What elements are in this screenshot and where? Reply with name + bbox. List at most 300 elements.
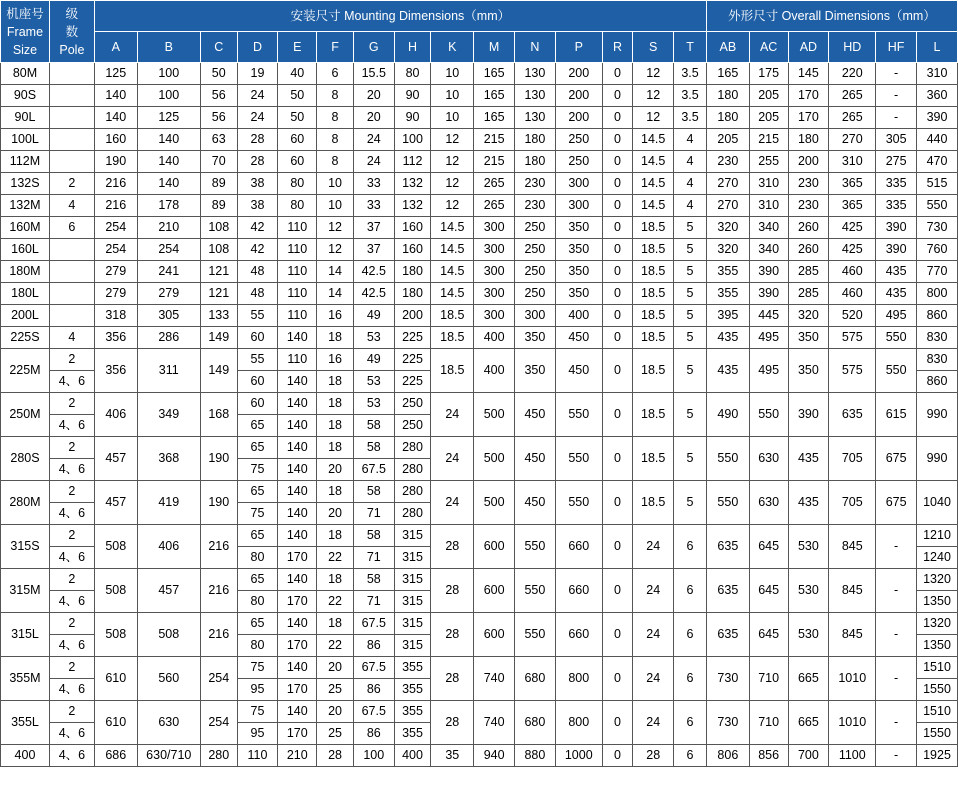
cell-g: 20	[353, 107, 394, 129]
frame-size-cell: 250M	[1, 393, 50, 437]
cell-hd: 365	[829, 173, 876, 195]
cell-e: 140	[278, 701, 317, 723]
cell-ad: 530	[788, 525, 829, 569]
pole-cell: 2	[49, 569, 94, 591]
cell-b: 508	[137, 613, 200, 657]
cell-ab: 635	[706, 525, 749, 569]
cell-ad: 700	[788, 745, 829, 767]
cell-h: 250	[394, 393, 431, 415]
cell-f: 12	[317, 217, 354, 239]
pole-cell	[49, 283, 94, 305]
cell-ac: 175	[749, 63, 788, 85]
cell-s: 18.5	[633, 393, 674, 437]
cell-d: 80	[237, 591, 278, 613]
cell-ab: 435	[706, 349, 749, 393]
cell-a: 140	[94, 85, 137, 107]
cell-g: 58	[353, 525, 394, 547]
cell-p: 660	[555, 569, 602, 613]
cell-r: 0	[602, 173, 633, 195]
cell-m: 500	[474, 437, 515, 481]
cell-m: 265	[474, 173, 515, 195]
cell-m: 165	[474, 85, 515, 107]
frame-size-cell: 355M	[1, 657, 50, 701]
pole-cell	[49, 151, 94, 173]
cell-l: 1925	[917, 745, 958, 767]
cell-f: 16	[317, 349, 354, 371]
pole-cell: 2	[49, 525, 94, 547]
cell-c: 216	[200, 613, 237, 657]
cell-d: 38	[237, 173, 278, 195]
table-row	[1, 481, 958, 503]
cell-ad: 285	[788, 283, 829, 305]
cell-ab: 320	[706, 239, 749, 261]
pole-cell: 2	[49, 393, 94, 415]
cell-l: 515	[917, 173, 958, 195]
cell-a: 610	[94, 657, 137, 701]
cell-hd: 575	[829, 349, 876, 393]
pole-cell	[49, 239, 94, 261]
cell-n: 130	[515, 107, 556, 129]
cell-ad: 230	[788, 195, 829, 217]
cell-hf: 675	[876, 437, 917, 481]
cell-f: 6	[317, 63, 354, 85]
cell-ad: 665	[788, 701, 829, 745]
cell-e: 140	[278, 415, 317, 437]
cell-hf: -	[876, 569, 917, 613]
cell-l: 390	[917, 107, 958, 129]
cell-g: 53	[353, 371, 394, 393]
cell-ad: 170	[788, 107, 829, 129]
frame-size-cell: 355L	[1, 701, 50, 745]
cell-t: 6	[674, 569, 707, 613]
cell-d: 65	[237, 569, 278, 591]
cell-l: 1320	[917, 569, 958, 591]
cell-d: 110	[237, 745, 278, 767]
cell-f: 18	[317, 437, 354, 459]
cell-hf: -	[876, 85, 917, 107]
cell-s: 14.5	[633, 195, 674, 217]
cell-l: 310	[917, 63, 958, 85]
frame-size-cell: 315M	[1, 569, 50, 613]
cell-f: 10	[317, 195, 354, 217]
cell-b: 286	[137, 327, 200, 349]
cell-hd: 845	[829, 613, 876, 657]
cell-g: 58	[353, 481, 394, 503]
cell-n: 450	[515, 481, 556, 525]
cell-r: 0	[602, 195, 633, 217]
cell-h: 280	[394, 503, 431, 525]
cell-d: 24	[237, 107, 278, 129]
cell-hf: 335	[876, 195, 917, 217]
cell-h: 112	[394, 151, 431, 173]
cell-c: 133	[200, 305, 237, 327]
cell-hf: 335	[876, 173, 917, 195]
frame-size-cell: 400	[1, 745, 50, 767]
cell-s: 18.5	[633, 327, 674, 349]
cell-h: 400	[394, 745, 431, 767]
cell-p: 660	[555, 525, 602, 569]
frame-size-cell: 90L	[1, 107, 50, 129]
cell-hf: 435	[876, 261, 917, 283]
cell-r: 0	[602, 745, 633, 767]
cell-m: 165	[474, 63, 515, 85]
cell-f: 18	[317, 525, 354, 547]
cell-hd: 520	[829, 305, 876, 327]
cell-f: 18	[317, 415, 354, 437]
cell-k: 28	[431, 613, 474, 657]
cell-l: 770	[917, 261, 958, 283]
cell-n: 250	[515, 261, 556, 283]
pole-cell: 4、6	[49, 415, 94, 437]
cell-f: 14	[317, 261, 354, 283]
cell-l: 360	[917, 85, 958, 107]
cell-hd: 845	[829, 525, 876, 569]
cell-b: 140	[137, 173, 200, 195]
cell-g: 24	[353, 129, 394, 151]
pole-cell: 4、6	[49, 679, 94, 701]
frame-size-cell: 80M	[1, 63, 50, 85]
cell-t: 5	[674, 283, 707, 305]
cell-ad: 530	[788, 613, 829, 657]
cell-p: 300	[555, 173, 602, 195]
cell-t: 5	[674, 261, 707, 283]
cell-d: 28	[237, 151, 278, 173]
table-row	[1, 63, 958, 85]
cell-b: 140	[137, 151, 200, 173]
cell-p: 800	[555, 657, 602, 701]
table-row	[1, 129, 958, 151]
column-header-m: M	[474, 32, 515, 63]
cell-m: 500	[474, 393, 515, 437]
cell-g: 86	[353, 635, 394, 657]
cell-d: 65	[237, 415, 278, 437]
cell-r: 0	[602, 437, 633, 481]
cell-k: 18.5	[431, 327, 474, 349]
cell-d: 42	[237, 217, 278, 239]
table-row	[1, 217, 958, 239]
cell-f: 8	[317, 107, 354, 129]
cell-hf: -	[876, 63, 917, 85]
cell-l: 730	[917, 217, 958, 239]
cell-k: 12	[431, 195, 474, 217]
cell-ac: 495	[749, 327, 788, 349]
cell-d: 55	[237, 349, 278, 371]
cell-p: 400	[555, 305, 602, 327]
cell-s: 24	[633, 701, 674, 745]
cell-c: 56	[200, 107, 237, 129]
cell-p: 250	[555, 129, 602, 151]
cell-c: 89	[200, 195, 237, 217]
cell-t: 5	[674, 217, 707, 239]
cell-ac: 630	[749, 481, 788, 525]
pole-cell	[49, 261, 94, 283]
cell-d: 95	[237, 679, 278, 701]
cell-d: 19	[237, 63, 278, 85]
cell-e: 50	[278, 85, 317, 107]
cell-l: 1320	[917, 613, 958, 635]
cell-b: 419	[137, 481, 200, 525]
cell-ac: 495	[749, 349, 788, 393]
cell-n: 230	[515, 195, 556, 217]
cell-d: 80	[237, 547, 278, 569]
cell-ad: 530	[788, 569, 829, 613]
cell-l: 1550	[917, 679, 958, 701]
cell-k: 18.5	[431, 305, 474, 327]
cell-t: 4	[674, 195, 707, 217]
cell-n: 550	[515, 569, 556, 613]
cell-m: 600	[474, 569, 515, 613]
cell-h: 80	[394, 63, 431, 85]
cell-s: 12	[633, 107, 674, 129]
cell-k: 18.5	[431, 349, 474, 393]
cell-e: 140	[278, 525, 317, 547]
cell-hf: -	[876, 745, 917, 767]
cell-n: 350	[515, 327, 556, 349]
cell-hf: -	[876, 613, 917, 657]
cell-e: 80	[278, 195, 317, 217]
cell-n: 250	[515, 217, 556, 239]
cell-b: 100	[137, 63, 200, 85]
cell-a: 140	[94, 107, 137, 129]
column-header-h: H	[394, 32, 431, 63]
cell-h: 280	[394, 437, 431, 459]
pole-cell: 2	[49, 349, 94, 371]
cell-h: 100	[394, 129, 431, 151]
cell-f: 18	[317, 569, 354, 591]
cell-g: 58	[353, 437, 394, 459]
cell-c: 50	[200, 63, 237, 85]
cell-ac: 645	[749, 613, 788, 657]
cell-s: 14.5	[633, 173, 674, 195]
cell-d: 60	[237, 393, 278, 415]
cell-ad: 200	[788, 151, 829, 173]
cell-r: 0	[602, 481, 633, 525]
cell-s: 18.5	[633, 481, 674, 525]
cell-r: 0	[602, 261, 633, 283]
cell-k: 24	[431, 437, 474, 481]
cell-p: 1000	[555, 745, 602, 767]
cell-d: 80	[237, 635, 278, 657]
cell-p: 450	[555, 349, 602, 393]
cell-ab: 635	[706, 613, 749, 657]
cell-a: 406	[94, 393, 137, 437]
cell-c: 121	[200, 283, 237, 305]
cell-f: 8	[317, 129, 354, 151]
cell-l: 1040	[917, 481, 958, 525]
cell-s: 18.5	[633, 305, 674, 327]
cell-e: 60	[278, 129, 317, 151]
cell-ab: 165	[706, 63, 749, 85]
cell-l: 830	[917, 327, 958, 349]
cell-ac: 390	[749, 261, 788, 283]
frame-size-cell: 112M	[1, 151, 50, 173]
cell-ac: 710	[749, 701, 788, 745]
cell-e: 140	[278, 327, 317, 349]
cell-ab: 550	[706, 437, 749, 481]
cell-t: 4	[674, 173, 707, 195]
frame-size-cell: 200L	[1, 305, 50, 327]
column-header-e: E	[278, 32, 317, 63]
frame-size-cell: 225S	[1, 327, 50, 349]
frame-size-header	[1, 1, 50, 63]
cell-p: 350	[555, 239, 602, 261]
cell-b: 560	[137, 657, 200, 701]
cell-h: 132	[394, 195, 431, 217]
table-row	[1, 569, 958, 591]
cell-hd: 705	[829, 437, 876, 481]
cell-k: 12	[431, 173, 474, 195]
cell-f: 20	[317, 503, 354, 525]
cell-k: 14.5	[431, 239, 474, 261]
cell-a: 610	[94, 701, 137, 745]
table-row	[1, 657, 958, 679]
cell-e: 140	[278, 371, 317, 393]
table-row	[1, 393, 958, 415]
cell-g: 33	[353, 195, 394, 217]
cell-g: 67.5	[353, 657, 394, 679]
cell-ad: 320	[788, 305, 829, 327]
cell-s: 12	[633, 85, 674, 107]
cell-hf: 550	[876, 349, 917, 393]
pole-cell: 2	[49, 701, 94, 723]
cell-h: 180	[394, 261, 431, 283]
cell-hd: 460	[829, 261, 876, 283]
cell-l: 1510	[917, 701, 958, 723]
cell-a: 508	[94, 569, 137, 613]
cell-n: 350	[515, 349, 556, 393]
cell-g: 42.5	[353, 261, 394, 283]
table-row	[1, 283, 958, 305]
cell-n: 450	[515, 437, 556, 481]
column-header-n: N	[515, 32, 556, 63]
cell-f: 25	[317, 723, 354, 745]
cell-e: 140	[278, 569, 317, 591]
cell-r: 0	[602, 393, 633, 437]
cell-k: 35	[431, 745, 474, 767]
cell-l: 990	[917, 393, 958, 437]
column-header-a: A	[94, 32, 137, 63]
cell-c: 149	[200, 327, 237, 349]
cell-hf: 305	[876, 129, 917, 151]
cell-k: 24	[431, 481, 474, 525]
cell-b: 241	[137, 261, 200, 283]
cell-l: 1550	[917, 723, 958, 745]
cell-k: 12	[431, 151, 474, 173]
table-row	[1, 195, 958, 217]
cell-p: 550	[555, 393, 602, 437]
cell-n: 880	[515, 745, 556, 767]
cell-t: 4	[674, 151, 707, 173]
cell-ad: 350	[788, 327, 829, 349]
cell-d: 48	[237, 283, 278, 305]
cell-d: 95	[237, 723, 278, 745]
cell-s: 14.5	[633, 129, 674, 151]
cell-d: 75	[237, 503, 278, 525]
cell-h: 315	[394, 591, 431, 613]
cell-g: 20	[353, 85, 394, 107]
cell-a: 508	[94, 613, 137, 657]
cell-m: 600	[474, 525, 515, 569]
cell-b: 305	[137, 305, 200, 327]
cell-h: 225	[394, 327, 431, 349]
cell-h: 132	[394, 173, 431, 195]
cell-n: 130	[515, 63, 556, 85]
table-row	[1, 239, 958, 261]
cell-e: 140	[278, 613, 317, 635]
cell-g: 58	[353, 569, 394, 591]
cell-hd: 1010	[829, 657, 876, 701]
cell-n: 250	[515, 239, 556, 261]
cell-hd: 365	[829, 195, 876, 217]
cell-h: 90	[394, 85, 431, 107]
cell-hf: 615	[876, 393, 917, 437]
cell-a: 457	[94, 437, 137, 481]
cell-hf: 550	[876, 327, 917, 349]
cell-e: 60	[278, 151, 317, 173]
cell-n: 230	[515, 173, 556, 195]
cell-h: 280	[394, 459, 431, 481]
cell-ac: 390	[749, 283, 788, 305]
cell-ab: 550	[706, 481, 749, 525]
pole-cell: 2	[49, 613, 94, 635]
cell-d: 42	[237, 239, 278, 261]
cell-f: 22	[317, 547, 354, 569]
cell-f: 8	[317, 85, 354, 107]
cell-a: 216	[94, 173, 137, 195]
cell-ac: 310	[749, 173, 788, 195]
cell-s: 18.5	[633, 239, 674, 261]
cell-e: 110	[278, 305, 317, 327]
cell-e: 170	[278, 591, 317, 613]
cell-e: 210	[278, 745, 317, 767]
cell-r: 0	[602, 217, 633, 239]
cell-k: 12	[431, 129, 474, 151]
cell-hd: 845	[829, 569, 876, 613]
cell-f: 12	[317, 239, 354, 261]
cell-a: 457	[94, 481, 137, 525]
cell-p: 660	[555, 613, 602, 657]
cell-c: 254	[200, 701, 237, 745]
cell-ab: 435	[706, 327, 749, 349]
cell-l: 860	[917, 305, 958, 327]
cell-a: 356	[94, 349, 137, 393]
cell-p: 350	[555, 261, 602, 283]
cell-hd: 220	[829, 63, 876, 85]
cell-b: 100	[137, 85, 200, 107]
cell-p: 250	[555, 151, 602, 173]
cell-b: 140	[137, 129, 200, 151]
cell-m: 300	[474, 283, 515, 305]
cell-g: 33	[353, 173, 394, 195]
column-header-f: F	[317, 32, 354, 63]
cell-b: 630/710	[137, 745, 200, 767]
column-header-k: K	[431, 32, 474, 63]
cell-a: 686	[94, 745, 137, 767]
cell-r: 0	[602, 349, 633, 393]
cell-s: 28	[633, 745, 674, 767]
cell-r: 0	[602, 327, 633, 349]
cell-d: 60	[237, 371, 278, 393]
cell-m: 740	[474, 701, 515, 745]
cell-m: 300	[474, 217, 515, 239]
frame-size-cell: 280S	[1, 437, 50, 481]
cell-c: 190	[200, 481, 237, 525]
pole-cell: 4、6	[49, 723, 94, 745]
cell-e: 140	[278, 459, 317, 481]
cell-b: 311	[137, 349, 200, 393]
cell-k: 14.5	[431, 283, 474, 305]
cell-f: 8	[317, 151, 354, 173]
